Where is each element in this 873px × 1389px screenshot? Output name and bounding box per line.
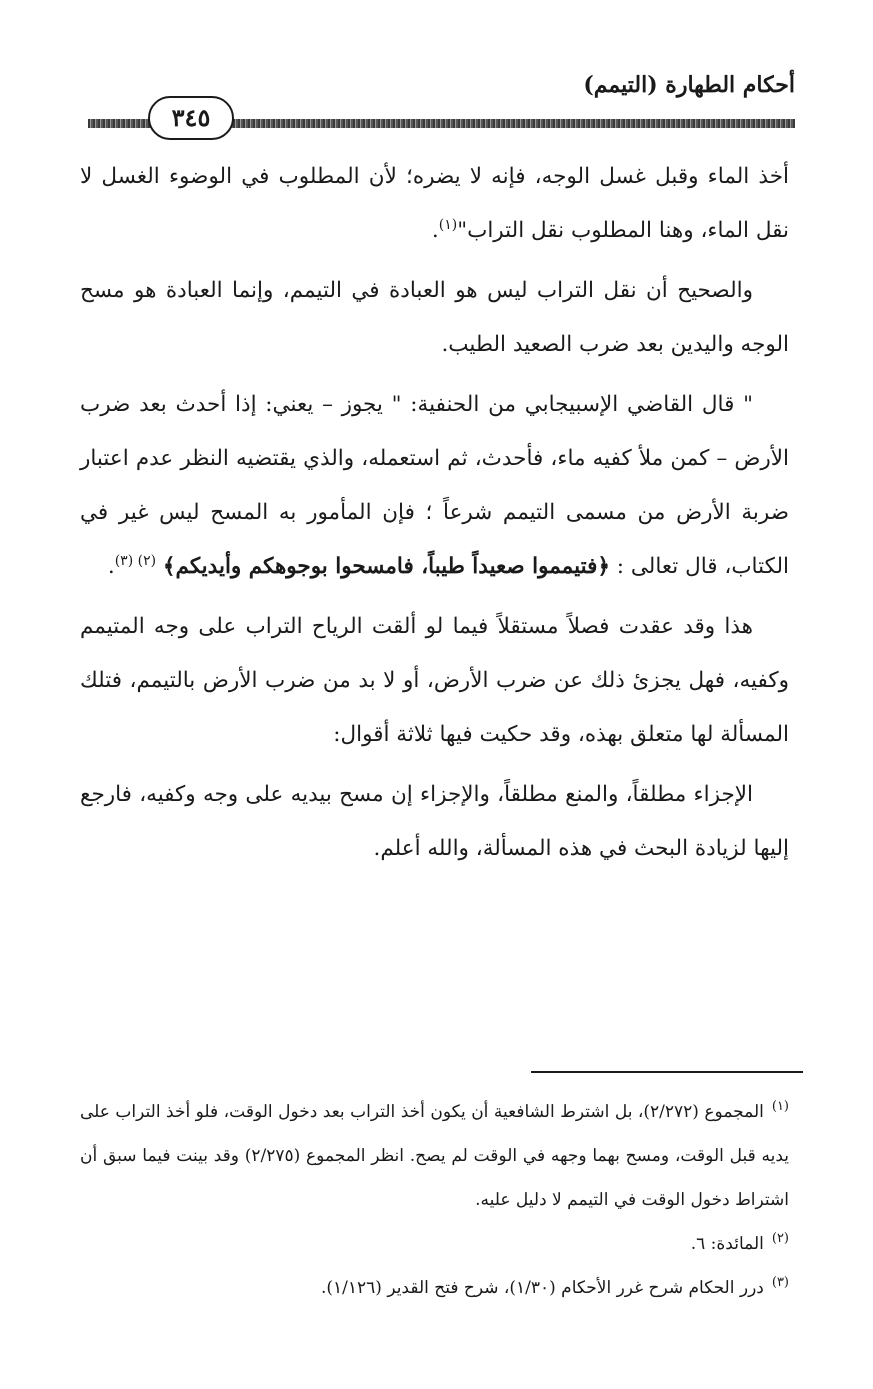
paragraph-1-end: .: [431, 218, 439, 243]
footnote-1-text: المجموع (٢/٢٧٢)، بل اشترط الشافعية أن يكون أخذ التراب بعد دخول الوقت، فلو أخذ التراب على يديه قبل الوقت، ومسح بهما وجهه في الوقت لم يصح. انظر المجموع (٢/٢٧٥) وقد بينت فيما سبق أن اشتراط دخول الوقت في التيمم لا دليل عليه.: [80, 1102, 790, 1210]
footnote-1-number: (١): [771, 1099, 789, 1115]
footnote-2-text: المائدة: ٦.: [690, 1234, 764, 1254]
footnote-2-number: (٢): [771, 1231, 789, 1247]
page-header: [0, 0, 873, 140]
paragraph-1: [80, 150, 789, 258]
footnote-3-text: درر الحكام شرح غرر الأحكام (١/٣٠)، شرح فتح القدير (١/١٢٦).: [320, 1278, 764, 1298]
main-text: [80, 150, 789, 882]
paragraph-1-text: أخذ الماء وقبل غسل الوجه، فإنه لا يضره؛ لأن المطلوب في الوضوء الغسل لا نقل الماء، وهنا المطلوب نقل التراب": [80, 164, 789, 243]
paragraph-3-end: .: [107, 554, 115, 579]
chapter-title: أحكام الطهارة (التيمم): [583, 72, 795, 98]
footnote-ref-1: (١): [438, 216, 458, 233]
paragraph-5: الإجزاء مطلقاً، والمنع مطلقاً، والإجزاء إن مسح بيديه على وجه وكفيه، فارجع إليها لزيادة البحث في هذه المسألة، والله أعلم.: [80, 782, 789, 861]
footnote-3: [80, 1266, 789, 1310]
paragraph-3-text: " قال القاضي الإسبيجابي من الحنفية: " يجوز – يعني: إذا أحدث بعد ضرب الأرض – كمن ملأ كفيه ماء، فأحدث، ثم استعمله، والذي يقتضيه النظر عدم اعتبار ضربة الأرض من مسمى التيمم شرعاً ؛ فإن المأمور به المسح ليس غير في الكتاب، قال تعالى :: [80, 392, 789, 579]
footnote-separator: [531, 1071, 803, 1073]
footnotes: [80, 1090, 789, 1310]
quran-verse: ﴿فتيمموا صعيداً طيباً، فامسحوا بوجوهكم وأيديكم﴾: [162, 554, 610, 579]
paragraph-3: [80, 378, 789, 594]
footnote-2: [80, 1222, 789, 1266]
paragraph-2: والصحيح أن نقل التراب ليس هو العبادة في التيمم، وإنما العبادة هو مسح الوجه واليدين بعد ضرب الصعيد الطيب.: [80, 278, 789, 357]
footnote-refs-2-3: (٢) (٣): [114, 552, 157, 569]
footnote-1: [80, 1090, 789, 1222]
paragraph-4: هذا وقد عقدت فصلاً مستقلاً فيما لو ألقت الرياح التراب على وجه المتيمم وكفيه، فهل يجزئ ذلك عن ضرب الأرض، أو لا بد من ضرب الأرض بالتيمم، فتلك المسألة لها متعلق بهذه، وقد حكيت فيها ثلاثة أقوال:: [80, 614, 789, 747]
page-number: ٣٤٥: [148, 96, 234, 140]
footnote-3-number: (٣): [771, 1275, 789, 1291]
